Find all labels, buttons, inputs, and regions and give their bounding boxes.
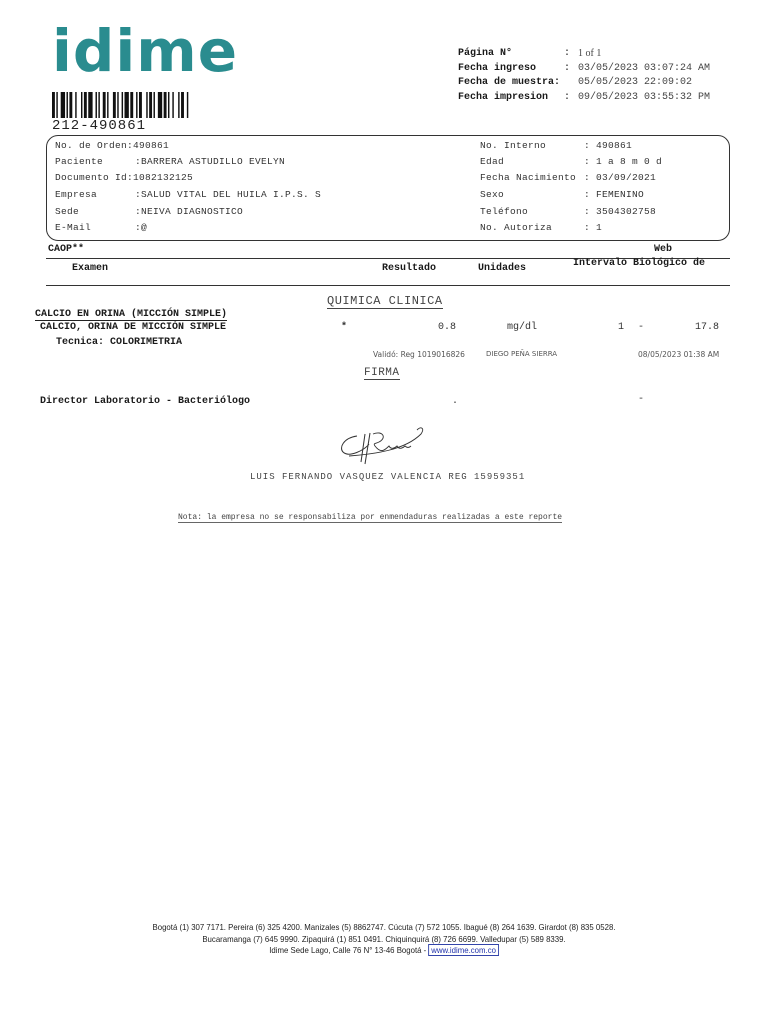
report-meta [458,47,710,105]
barcode-image [52,92,224,118]
footer-line-3: Idime Sede Lago, Calle 76 N° 13-46 Bogotá - www.idime.com.co [31,945,738,957]
section-title: QUIMICA CLINICA [327,294,443,308]
idime-logo: idime [52,17,239,85]
footer-line-2: Bucaramanga (7) 645 9990. Zipaquirá (1) 851 0491. Chiquinquirá (8) 726 6699. Valledupar (5) 589 8339. [202,933,566,944]
web-label: Web [654,244,673,255]
firma-title: FIRMA [364,367,400,379]
meta-fecha-ingreso: Fecha ingreso : 03/05/2023 03:07:24 AM [458,62,711,74]
validation-text: Validó: Reg 1019016826 [373,350,465,359]
meta-page: Página N° : 1 of 1 [458,48,602,59]
range-high: 17.8 [695,322,720,333]
footer-line-1: Bogotá (1) 307 7171. Pereira (6) 325 4200. Manizales (5) 8862747. Cúcuta (7) 572 1055. Ibagué (8) 264 1639. Girardot (8) 835 0528. [152,922,616,932]
order-number-field: No. de Orden:490861 [55,140,170,151]
test-units: mg/dl [507,322,538,333]
age-field: Edad : 1 a 8 m 0 d [480,156,663,167]
company-field: Empresa :SALUD VITAL DEL HUILA I.P.S. S [55,189,322,200]
document-id-field: Documento Id:1082132125 [55,172,194,183]
divider-header [46,285,730,286]
test-result: 0.8 [438,322,457,333]
signature-image [335,424,427,468]
test-technique: Tecnica: COLORIMETRIA [56,337,183,348]
website-link[interactable]: www.idime.com.co [428,944,498,956]
director-label: Director Laboratorio - Bacteriólogo [40,396,251,407]
birth-date-field: Fecha Nacimiento : 03/09/2021 [480,172,657,183]
disclaimer-note: Nota: la empresa no se responsabiliza por enmendaduras realizadas a este reporte [178,513,563,522]
test-group-title: CALCIO EN ORINA (MICCIÓN SIMPLE) [35,309,228,320]
validator-name: DIEGO PEÑA SIERRA [486,350,558,358]
col-intervalo: Intervalo Biológico de [573,258,706,269]
col-unidades: Unidades [478,263,527,274]
range-separator: - [638,322,645,333]
phone-field: Teléfono : 3504302758 [480,206,657,217]
meta-fecha-muestra: Fecha de muestra: 05/05/2023 22:09:02 [458,77,693,88]
col-resultado: Resultado [382,263,437,274]
footer [31,922,738,957]
director-dash: - [638,394,645,405]
signer-name: LUIS FERNANDO VASQUEZ VALENCIA REG 15959351 [250,472,526,482]
range-low: 1 [618,322,625,333]
barcode-number: 212-490861 [52,118,147,134]
col-examen: Examen [72,263,109,274]
email-field: E-Mail :@ [55,222,148,233]
authorization-field: No. Autoriza : 1 [480,222,603,233]
director-dot: . [452,396,459,407]
validation-date: 08/05/2023 01:38 AM [638,350,720,359]
test-flag: * [341,322,348,333]
meta-fecha-impresion: Fecha impresion : 09/05/2023 03:55:32 PM [458,91,711,103]
patient-name-field: Paciente :BARRERA ASTUDILLO EVELYN [55,156,286,167]
caop-label: CAOP** [48,244,85,255]
site-field: Sede :NEIVA DIAGNOSTICO [55,206,244,217]
internal-number-field: No. Interno : 490861 [480,140,633,151]
sex-field: Sexo : FEMENINO [480,189,645,200]
test-name: CALCIO, ORINA DE MICCIÓN SIMPLE [40,322,227,333]
